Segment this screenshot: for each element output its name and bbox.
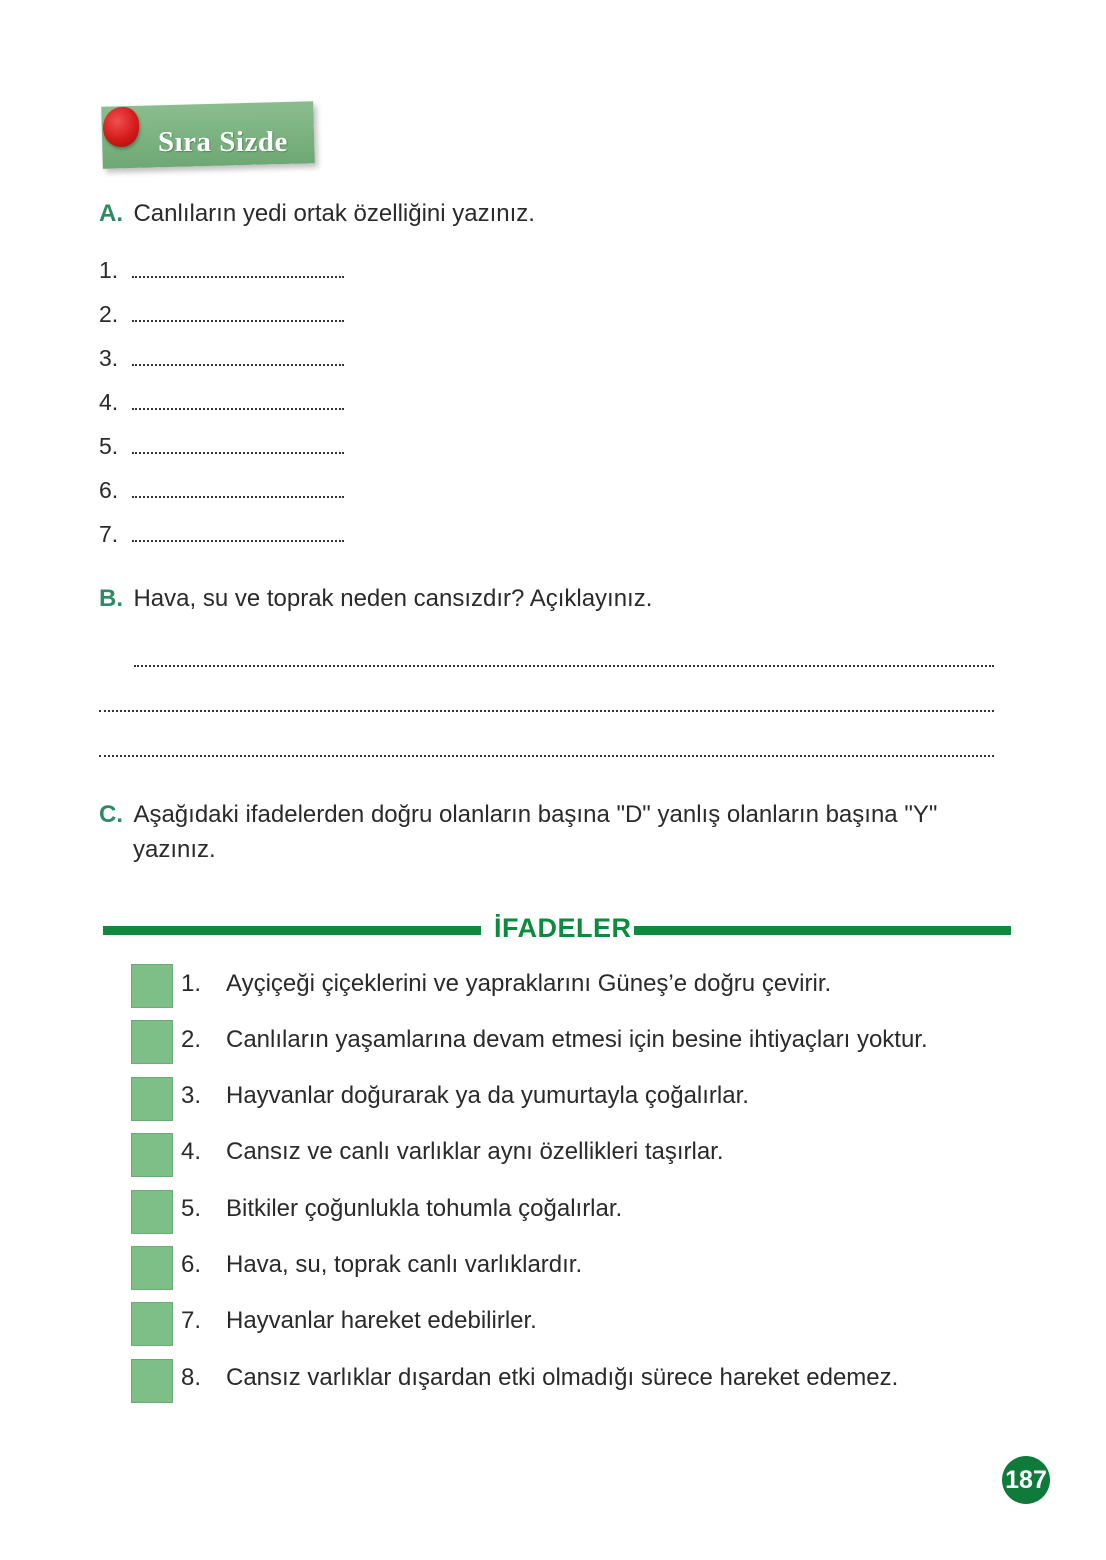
statement-text: Hayvanlar doğurarak ya da yumurtayla çoğalırlar.	[226, 1082, 749, 1109]
answer-line-2[interactable]	[99, 301, 344, 328]
answer-line-4[interactable]	[99, 389, 344, 416]
ifadeler-title: İFADELER	[494, 913, 632, 943]
answer-line-3[interactable]	[99, 345, 344, 372]
answer-box-8[interactable]	[131, 1359, 173, 1403]
answer-number: 6.	[99, 477, 119, 503]
answer-dots	[132, 524, 344, 542]
section-a-letter: A.	[99, 200, 123, 227]
answer-number: 4.	[99, 389, 119, 415]
statement-number: 2.	[181, 1026, 202, 1053]
page-number: 187	[1002, 1456, 1050, 1504]
section-b-prompt	[99, 585, 652, 613]
answer-dots	[132, 304, 344, 322]
statement-number: 3.	[181, 1082, 202, 1109]
statement-number: 6.	[181, 1251, 202, 1278]
section-c-letter: C.	[99, 801, 123, 828]
answer-dots	[132, 392, 344, 410]
answer-box-4[interactable]	[131, 1133, 173, 1177]
divider-right	[634, 926, 1011, 935]
statement-text: Cansız ve canlı varlıklar aynı özellikleri taşırlar.	[226, 1138, 724, 1165]
answer-number: 3.	[99, 345, 119, 371]
statement-text: Canlıların yaşamlarına devam etmesi için besine ihtiyaçları yoktur.	[226, 1026, 928, 1053]
answer-dots	[132, 348, 344, 366]
section-c-text-line1: Aşağıdaki ifadelerden doğru olanların başına ʺDʺ yanlış olanların başına ʺYʺ	[133, 801, 938, 828]
answer-dotted-line-1[interactable]	[134, 665, 994, 667]
statement-text: Hava, su, toprak canlı varlıklardır.	[226, 1251, 583, 1278]
answer-line-6[interactable]	[99, 477, 344, 504]
answer-box-2[interactable]	[131, 1020, 173, 1064]
statement-text: Ayçiçeği çiçeklerini ve yapraklarını Güneş’e doğru çevirir.	[226, 970, 832, 997]
answer-dotted-line-2[interactable]	[99, 710, 994, 712]
statement-number: 1.	[181, 970, 202, 997]
answer-dots	[132, 436, 344, 454]
answer-line-5[interactable]	[99, 433, 344, 460]
statement-text: Hayvanlar hareket edebilirler.	[226, 1307, 537, 1334]
statement-number: 7.	[181, 1307, 202, 1334]
answer-line-7[interactable]	[99, 521, 344, 548]
answer-number: 2.	[99, 301, 119, 327]
answer-box-3[interactable]	[131, 1077, 173, 1121]
answer-line-1[interactable]	[99, 257, 344, 284]
answer-number: 7.	[99, 521, 119, 547]
answer-dots	[132, 260, 344, 278]
section-b-letter: B.	[99, 585, 123, 612]
answer-box-1[interactable]	[131, 964, 173, 1008]
answer-box-5[interactable]	[131, 1190, 173, 1234]
statement-text: Cansız varlıklar dışardan etki olmadığı sürece hareket edemez.	[226, 1364, 899, 1391]
answer-number: 1.	[99, 257, 119, 283]
answer-box-6[interactable]	[131, 1246, 173, 1290]
answer-number: 5.	[99, 433, 119, 459]
section-c-prompt	[99, 801, 999, 829]
section-c-text-line2: yazınız.	[133, 836, 216, 863]
answer-box-7[interactable]	[131, 1302, 173, 1346]
section-a-prompt	[99, 200, 535, 228]
apple-icon	[103, 107, 139, 147]
divider-left	[103, 926, 481, 935]
statement-text: Bitkiler çoğunlukla tohumla çoğalırlar.	[226, 1195, 623, 1222]
statement-number: 5.	[181, 1195, 202, 1222]
section-b-text: Hava, su ve toprak neden cansızdır? Açıklayınız.	[133, 585, 653, 612]
answer-dotted-line-3[interactable]	[99, 755, 994, 757]
statement-number: 4.	[181, 1138, 202, 1165]
section-a-text: Canlıların yedi ortak özelliğini yazınız.	[133, 200, 535, 227]
answer-dots	[132, 480, 344, 498]
statement-number: 8.	[181, 1364, 202, 1391]
badge-label: Sıra Sizde	[158, 126, 288, 158]
